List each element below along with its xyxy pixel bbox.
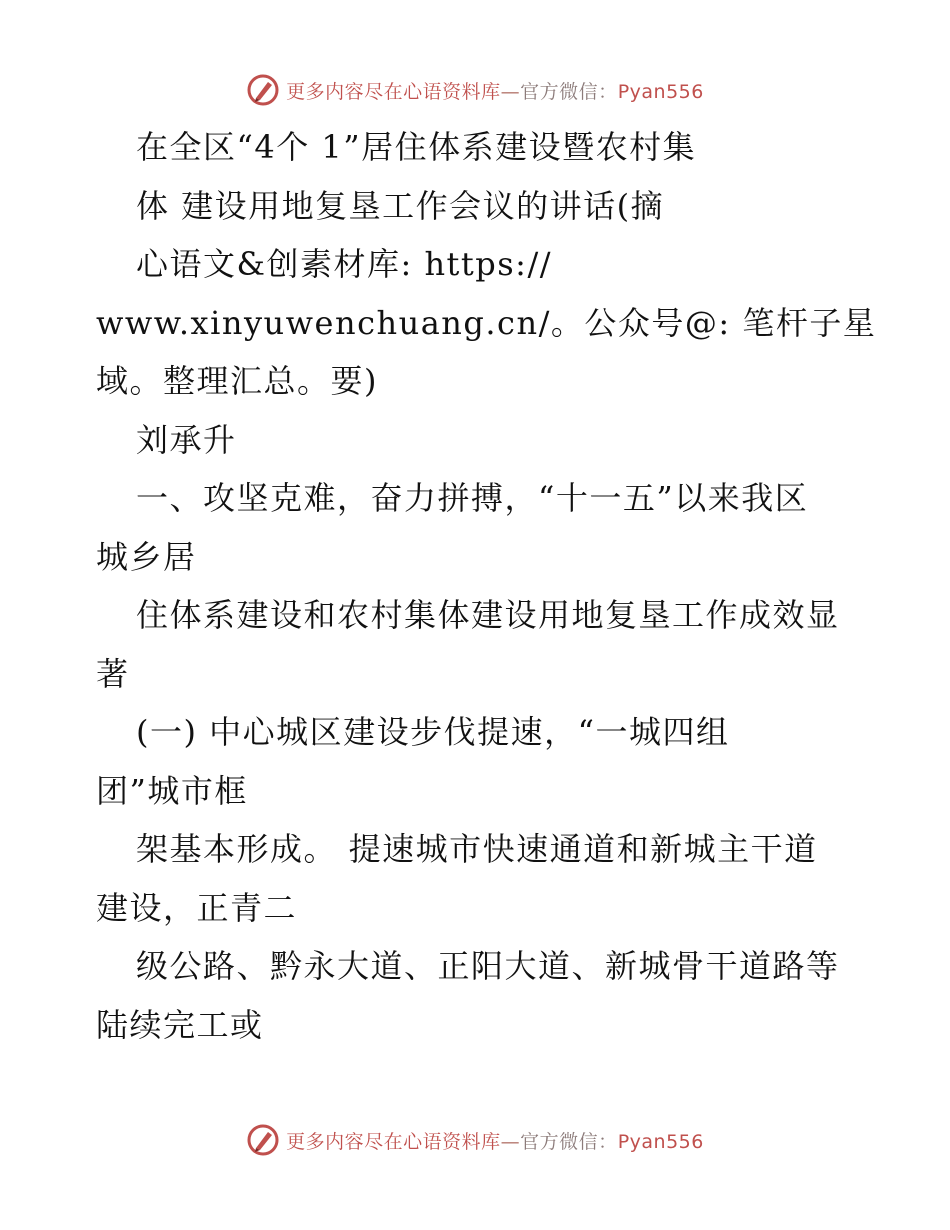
watermark-text: 更多内容尽在心语资料库—官方微信：Pyan556 xyxy=(286,1130,704,1153)
watermark-banner-bottom xyxy=(0,1120,950,1160)
section-heading-line-3: 住体系建设和农村集体建设用地复垦工作成效显 xyxy=(136,596,840,634)
source-line-1: 心语文&创素材库: https:// xyxy=(136,245,553,283)
watermark-text: 更多内容尽在心语资料库—官方微信：Pyan556 xyxy=(286,80,704,103)
title-line-1: 在全区“4个 1”居住体系建设暨农村集 xyxy=(136,128,697,166)
watermark-banner-top xyxy=(0,70,950,110)
section-heading-line-2: 城乡居 xyxy=(96,537,197,576)
subsection-line-2: 团”城市框 xyxy=(96,771,248,810)
paragraph-line-3: 级公路、黔永大道、正阳大道、新城骨干道路等 xyxy=(136,947,840,985)
title-line-2: 体 建设用地复垦工作会议的讲话(摘 xyxy=(136,186,665,225)
section-heading-line-1: 一、攻坚克难，奋力拼搏，“十一五”以来我区 xyxy=(136,479,809,517)
paragraph-line-2: 建设，正青二 xyxy=(96,888,298,927)
document-body xyxy=(96,118,877,1054)
pen-circle-logo-icon xyxy=(246,73,280,107)
subsection-line-1: (一) 中心城区建设步伐提速，“一城四组 xyxy=(136,713,730,751)
pen-circle-logo-icon xyxy=(246,1123,280,1157)
author-line: 刘承升 xyxy=(136,420,237,459)
paragraph-line-1: 架基本形成。 提速城市快速通道和新城主干道 xyxy=(136,830,818,868)
source-line-3: 域。整理汇总。要) xyxy=(96,362,378,400)
source-line-2: www.xinyuwenchuang.cn/。公众号@: 笔杆子星 xyxy=(96,303,877,342)
section-heading-line-4: 著 xyxy=(96,654,130,693)
paragraph-line-4: 陆续完工或 xyxy=(96,1005,264,1044)
